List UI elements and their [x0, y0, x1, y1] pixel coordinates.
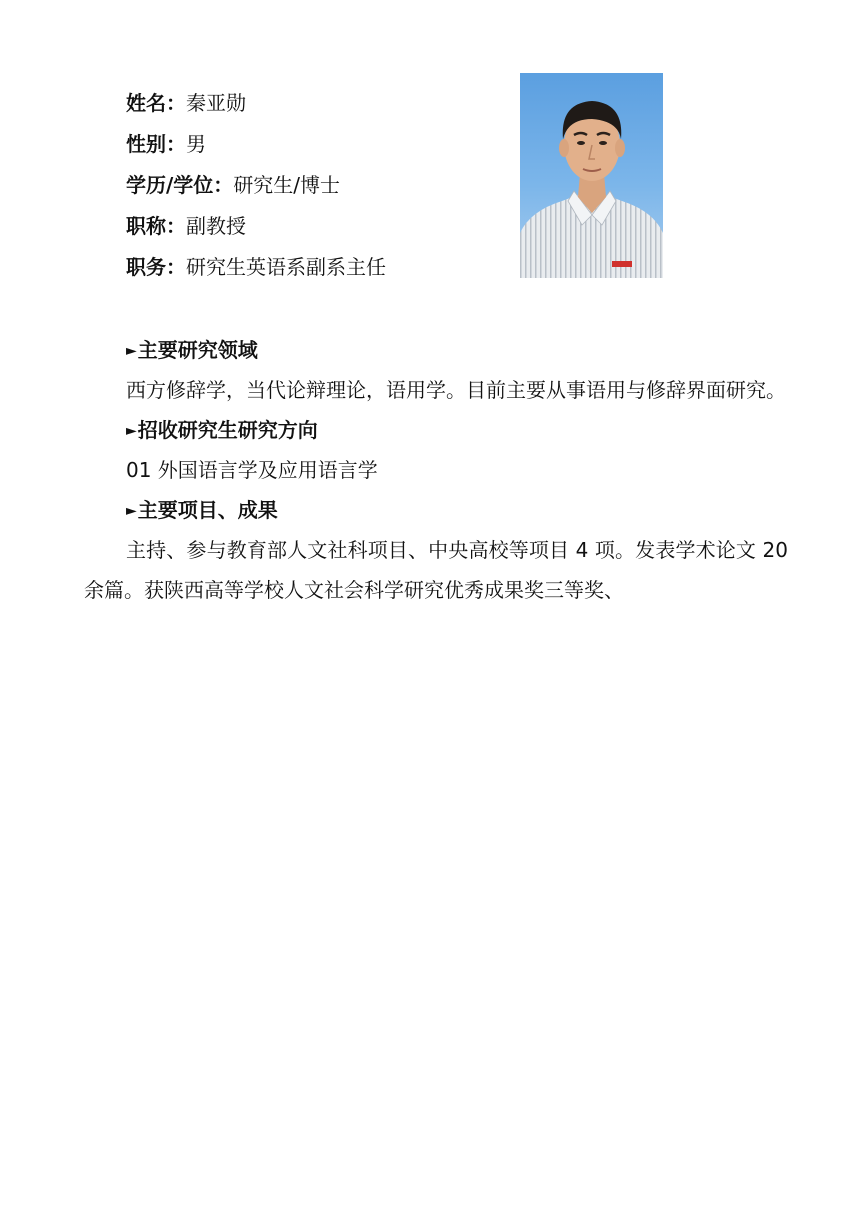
degree-label: 学历/学位：: [126, 173, 234, 197]
name-row: [126, 86, 506, 127]
position-label: 职务：: [126, 255, 186, 279]
title-label: 职称：: [126, 214, 186, 238]
direction-heading-text: 招收研究生研究方向: [137, 418, 318, 442]
degree-row: [126, 168, 506, 209]
gender-value: 男: [186, 132, 206, 156]
gender-row: [126, 127, 506, 168]
title-value: 副教授: [186, 214, 246, 238]
degree-value: 研究生/博士: [233, 173, 341, 197]
profile-info: [126, 86, 506, 291]
title-row: [126, 209, 506, 250]
arrow-bullet-icon: ►: [126, 343, 137, 359]
name-label: 姓名：: [126, 91, 186, 115]
portrait-photo: [520, 73, 663, 278]
position-value: 研究生英语系副系主任: [186, 255, 386, 279]
research-body: 西方修辞学，当代论辩理论，语用学。目前主要从事语用与修辞界面研究。: [126, 378, 786, 402]
name-value: 秦亚勋: [186, 91, 246, 115]
achievements-heading-text: 主要项目、成果: [137, 498, 278, 522]
direction-heading: [126, 410, 788, 450]
gender-label: 性别：: [126, 132, 186, 156]
research-heading: [126, 330, 788, 370]
arrow-bullet-icon: ►: [126, 503, 137, 519]
direction-body: 01 外国语言学及应用语言学: [126, 458, 378, 482]
achievements-heading: [126, 490, 788, 530]
research-heading-text: 主要研究领域: [137, 338, 258, 362]
portrait-illustration: [520, 73, 663, 278]
position-row: [126, 250, 506, 291]
arrow-bullet-icon: ►: [126, 423, 137, 439]
main-content: [84, 330, 788, 610]
achievements-body: 主持、参与教育部人文社科项目、中央高校等项目 4 项。发表学术论文 20 余篇。获陕西高等学校人文社会科学研究优秀成果奖三等奖、: [84, 538, 788, 602]
